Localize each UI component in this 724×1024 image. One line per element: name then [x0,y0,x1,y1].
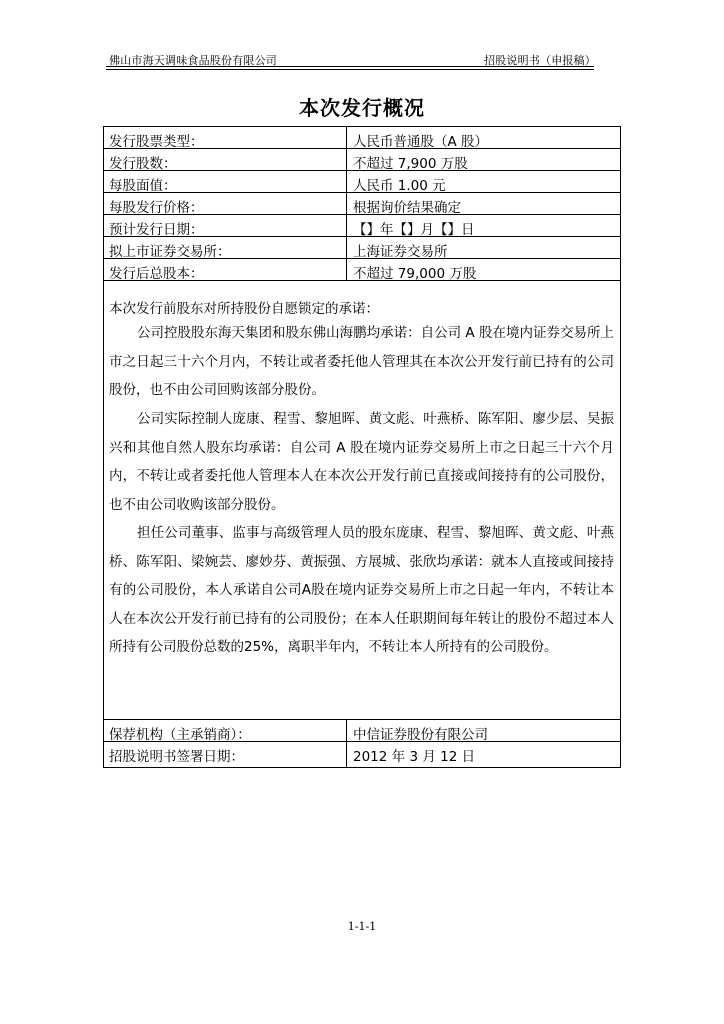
lockup-paragraph-controlling-shareholders: 公司控股股东海天集团和股东佛山海鹏均承诺：自公司 A 股在境内证券交易所上市之日起三十六个月内，不转让或者委托他人管理其在本次公开发行前已持有的公司股份，也不由公司回购该部分股份。 [109,325,614,398]
row-label: 发行后总股本： [109,266,204,282]
row-value: 不超过 7,900 万股 [353,156,468,172]
row-value: 2012 年 3 月 12 日 [353,749,476,765]
row-value: 根据询价结果确定 [353,200,461,216]
table-row [104,259,620,281]
table-row [104,149,620,171]
column-divider [346,720,347,767]
offering-overview-table [103,126,621,768]
row-value: 人民币 1.00 元 [353,178,446,194]
table-row [104,237,620,259]
row-value: 不超过 79,000 万股 [353,266,477,282]
table-row [104,193,620,215]
row-value: 上海证券交易所 [353,244,448,260]
lockup-commitment-title: 本次发行前股东对所持股份自愿锁定的承诺： [109,301,379,317]
row-value: 【】年【】月【】日 [353,222,475,238]
header-company-name: 佛山市海天调味食品股份有限公司 [109,54,277,67]
row-label: 每股面值： [109,178,177,194]
row-label: 拟上市证券交易所： [109,244,231,260]
column-divider [346,127,347,281]
table-row [104,215,620,237]
row-value: 中信证券股份有限公司 [353,727,488,743]
page-number: 1-1-1 [347,920,377,933]
row-label: 每股发行价格： [109,200,204,216]
header-rule-thick [106,66,594,67]
row-value: 人民币普通股（A 股） [353,134,489,150]
lockup-paragraph-directors-supervisors: 担任公司董事、监事与高级管理人员的股东庞康、程雪、黎旭晖、黄文彪、叶燕桥、陈军阳、梁婉芸、廖妙芬、黄振强、方展城、张欣均承诺：就本人直接或间接持有的公司股份，本人承诺自公司A股在境内证券交易所上市之日起一年内，不转让本人在本次公开发行前已持有的公司股份；在本人任职期间每年转让的股份不超过本人所持有公司股份总数的25%，离职半年内，不转让本人所持有的公司股份。 [109,525,614,655]
table-row [104,127,620,149]
row-label: 预计发行日期： [109,222,204,238]
lockup-paragraph-actual-controllers: 公司实际控制人庞康、程雪、黎旭晖、黄文彪、叶燕桥、陈军阳、廖少层、吴振兴和其他自然人股东均承诺：自公司 A 股在境内证券交易所上市之日起三十六个月内，不转让或者委托他人管理本人在本次公开发行前已直接或间接持有的公司股份，也不由公司收购该部分股份。 [109,411,614,513]
table-row [104,720,620,742]
row-label: 发行股数： [109,156,177,172]
header-rule-thin [106,69,594,70]
row-label: 招股说明书签署日期： [109,749,244,765]
table-row [104,171,620,193]
page-title: 本次发行概况 [299,96,425,120]
header-document-type: 招股说明书（申报稿） [484,54,596,67]
table-row [104,742,620,764]
row-label: 发行股票类型： [109,134,204,150]
row-label: 保荐机构（主承销商）： [109,727,251,743]
